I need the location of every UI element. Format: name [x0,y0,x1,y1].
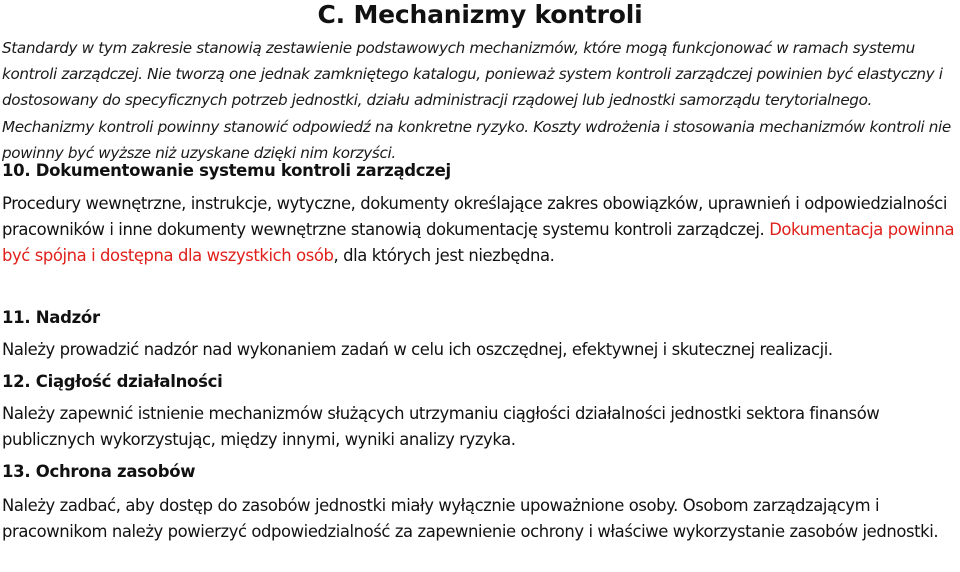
section-11-body: Należy prowadzić nadzór nad wykonaniem zadań w celu ich oszczędnej, efektywnej i skutecznej realizacji. [2,340,833,359]
intro-paragraph: Standardy w tym zakresie stanowią zestawienie podstawowych mechanizmów, które mogą funkcjonować w ramach systemu kontroli zarządczej. Nie tworzą one jednak zamkniętego katalogu, ponieważ system kontroli zarządczej powinien być elastyczny i dostosowany do specyficznych potrzeb jednostki, działu administracji rządowej lub jednostki samorządu terytorialnego. Mechanizmy kontroli powinny stanowić odpowiedź na konkretne ryzyko. Koszty wdrożenia i stosowania mechanizmów kontroli nie powinny być wyższe niż uzyskane dzięki nim korzyści. [2,39,951,162]
section-10-heading: 10. Dokumentowanie systemu kontroli zarządczej [2,161,451,180]
section-10-body-text: Procedury wewnętrzne, instrukcje, wytyczne, dokumenty określające zakres obowiązków, uprawnień i odpowiedzialności pracowników i inne dokumenty wewnętrzne stanowią dokumentację systemu kontroli zarządczej. [2,194,948,239]
page-title: C. Mechanizmy kontroli [317,0,643,29]
section-10-body-end: , dla których jest niezbędna. [333,246,555,265]
section-10-highlight: Dokumentacja powinna być spójna i dostępna dla wszystkich osób [2,220,955,265]
section-10-body [2,191,958,269]
section-13-body: Należy zadbać, aby dostęp do zasobów jednostki miały wyłącznie upoważnione osoby. Osobom zarządzającym i pracownikom należy powierzyć odpowiedzialność za zapewnienie ochrony i właściwe wykorzystanie zasobów jednostki. [2,496,939,541]
section-12-body: Należy zapewnić istnienie mechanizmów służących utrzymaniu ciągłości działalności jednostki sektora finansów publicznych wykorzystując, między innymi, wyniki analizy ryzyka. [2,404,880,449]
section-12-heading: 12. Ciągłość działalności [2,372,223,391]
section-11-heading: 11. Nadzór [2,308,100,327]
section-13-heading: 13. Ochrona zasobów [2,462,196,481]
